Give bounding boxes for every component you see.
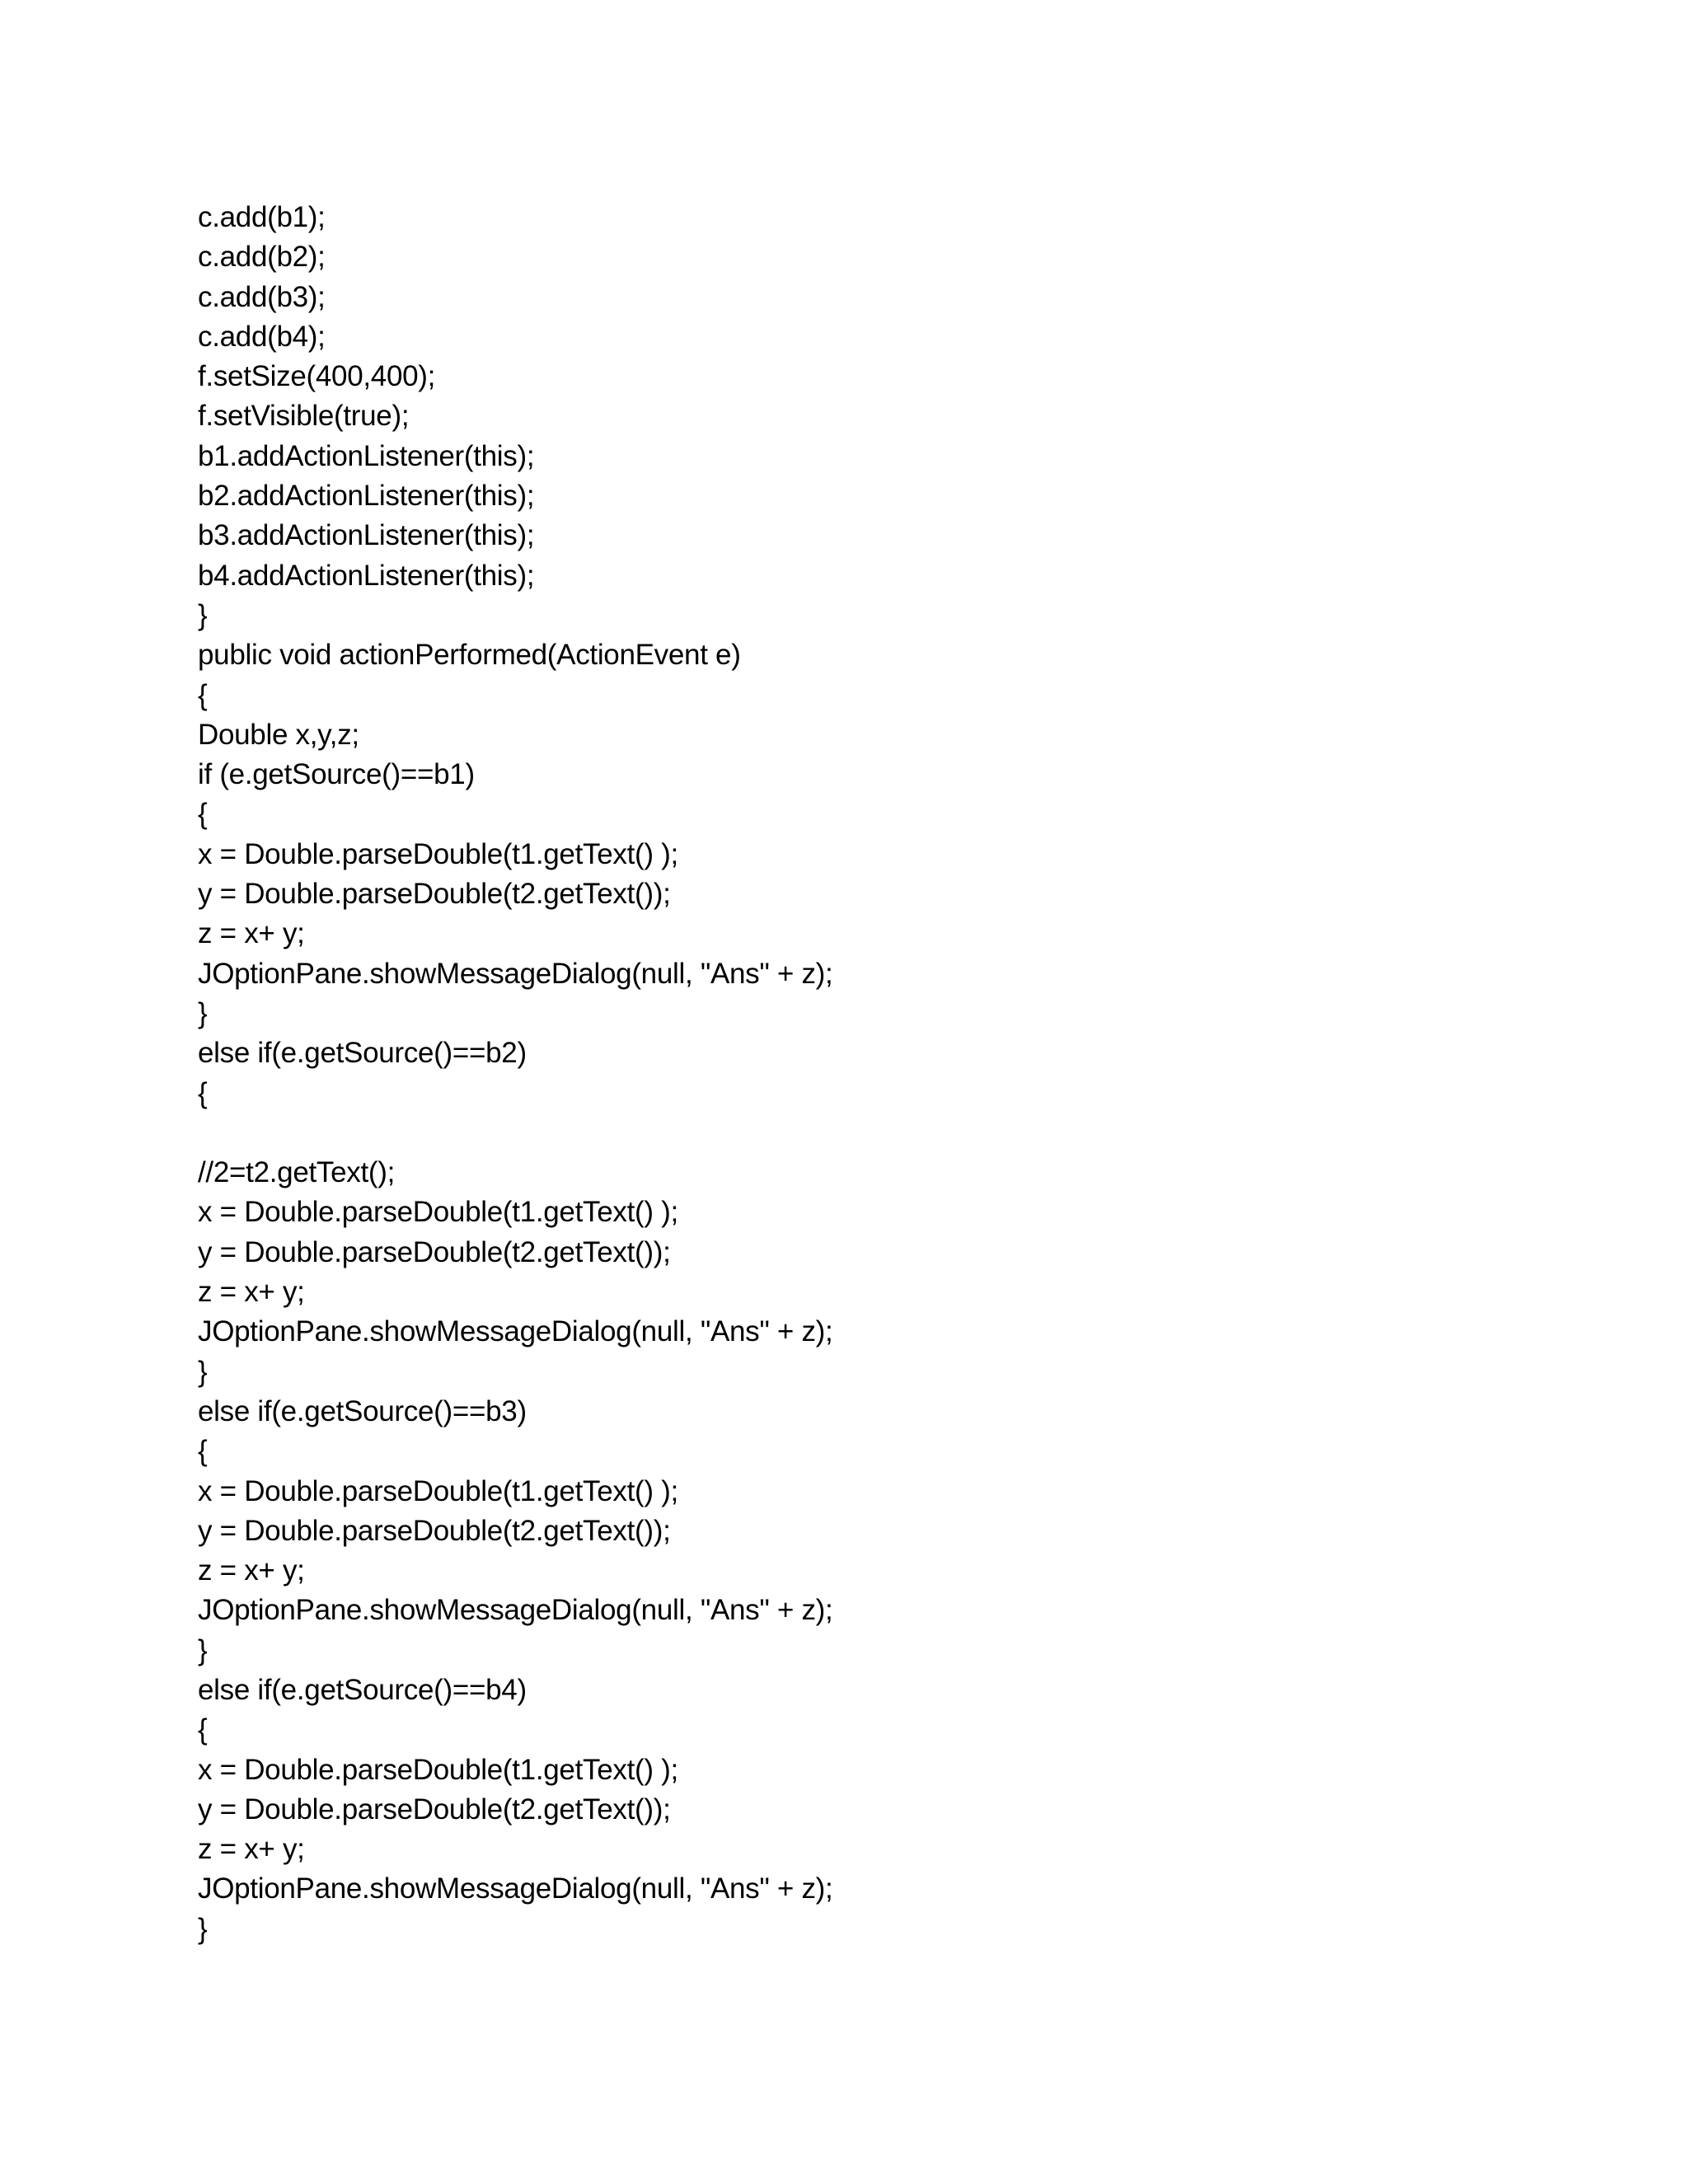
code-line: //2=t2.getText(); xyxy=(198,1156,396,1189)
code-line: y = Double.parseDouble(t2.getText()); xyxy=(198,1235,671,1268)
blank-line xyxy=(198,1113,832,1153)
code-line: } xyxy=(198,1912,208,1945)
code-line: z = x+ y; xyxy=(198,1833,305,1866)
code-line: x = Double.parseDouble(t1.getText() ); xyxy=(198,1753,678,1786)
code-line: JOptionPane.showMessageDialog(null, "Ans" + z); xyxy=(198,957,833,990)
code-line: } xyxy=(198,1355,208,1388)
code-line: f.setVisible(true); xyxy=(198,400,410,433)
code-line: b3.addActionListener(this); xyxy=(198,519,535,552)
code-line: } xyxy=(198,598,208,631)
code-line: else if(e.getSource()==b4) xyxy=(198,1673,527,1706)
code-line: { xyxy=(198,1076,208,1109)
code-line: f.setSize(400,400); xyxy=(198,360,436,393)
code-line: { xyxy=(198,678,208,711)
code-line: y = Double.parseDouble(t2.getText()); xyxy=(198,1793,671,1825)
code-line: y = Double.parseDouble(t2.getText()); xyxy=(198,878,671,911)
code-line: if (e.getSource()==b1) xyxy=(198,758,475,791)
code-line: } xyxy=(198,1633,208,1666)
code-line: JOptionPane.showMessageDialog(null, "Ans" + z); xyxy=(198,1872,833,1905)
code-line: x = Double.parseDouble(t1.getText() ); xyxy=(198,1196,678,1229)
code-line: x = Double.parseDouble(t1.getText() ); xyxy=(198,837,678,870)
code-line: c.add(b3); xyxy=(198,280,326,313)
code-line: JOptionPane.showMessageDialog(null, "Ans" + z); xyxy=(198,1315,833,1348)
code-line: else if(e.getSource()==b3) xyxy=(198,1394,527,1427)
code-line: y = Double.parseDouble(t2.getText()); xyxy=(198,1514,671,1547)
code-line: b2.addActionListener(this); xyxy=(198,480,535,513)
code-line: { xyxy=(198,1435,208,1468)
code-line: else if(e.getSource()==b2) xyxy=(198,1037,527,1070)
code-line: c.add(b2); xyxy=(198,241,326,274)
code-line: c.add(b1); xyxy=(198,201,326,233)
code-line: z = x+ y; xyxy=(198,917,305,950)
code-line: c.add(b4); xyxy=(198,320,326,353)
code-line: x = Double.parseDouble(t1.getText() ); xyxy=(198,1474,678,1507)
code-line: } xyxy=(198,996,208,1029)
code-line: z = x+ y; xyxy=(198,1276,305,1309)
code-listing xyxy=(198,198,832,1949)
code-line: b1.addActionListener(this); xyxy=(198,439,535,472)
code-line: JOptionPane.showMessageDialog(null, "Ans" + z); xyxy=(198,1594,833,1627)
code-line: public void actionPerformed(ActionEvent e) xyxy=(198,639,741,672)
code-line: b4.addActionListener(this); xyxy=(198,559,535,592)
code-line: z = x+ y; xyxy=(198,1554,305,1587)
code-line: { xyxy=(198,798,208,831)
code-line: { xyxy=(198,1713,208,1746)
code-line: Double x,y,z; xyxy=(198,718,359,751)
